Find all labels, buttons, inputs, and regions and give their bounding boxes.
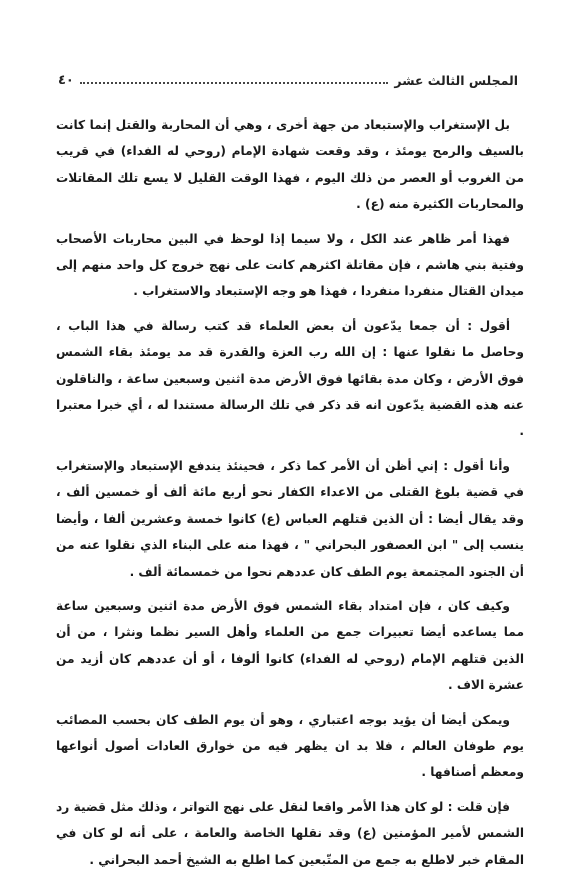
paragraph: أقول : أن جمعا يدّعون أن بعض العلماء قد كتب رسالة في هذا الباب ، وحاصل ما نقلوا عنها : إن الله رب العزة والقدرة قد مد يومئذ بقاء الشمس فوق الأرض ، وكان مدة بقائها فوق الأرض مدة اثنين وسبعين ساعة ، والناقلون عنه هذه القضية يدّعون انه قد ذكر في تلك الرسالة مستندا له ، أي خبرا معتبرا . <box>56 318 524 439</box>
paragraph: وكيف كان ، فإن امتداد بقاء الشمس فوق الأرض مدة اثنين وسبعين ساعة مما يساعده أيضا تعبيرات جمع من العلماء وأهل السير نظما ونثرا ، من أن الذين قتلهم الإمام (روحي له الفداء) كانوا ألوفا ، أو أن عددهم كان أزيد من عشرة الاف . <box>56 598 524 693</box>
dotted-leader <box>80 82 389 84</box>
body-text <box>56 112 524 881</box>
paragraph: ويمكن أيضا أن يؤيد بوجه اعتباري ، وهو أن يوم الطف كان بحسب المصائب يوم طوفان العالم ، فلا بد ان يظهر فيه من خوارق العادات أصول أنواعها ومعظم أصنافها . <box>56 712 524 780</box>
paragraph: بل الإستغراب والإستبعاد من جهة أخرى ، وهي أن المحاربة والقتل إنما كانت بالسيف والرمح يومئذ ، وقد وقعت شهادة الإمام (روحي له الفداء) في قريب من الغروب أو العصر من ذلك اليوم ، فهذا الوقت القليل لا يسع تلك المقاتلات والمحاربات الكثيرة منه (ع) . <box>56 118 524 212</box>
paragraph: وأنا أقول : إني أظن أن الأمر كما ذكر ، فحينئذ يندفع الإستبعاد والإستغراب في قضية بلوغ القتلى من الاعداء الكفار نحو أربع مائة ألف أو خمسين ألف ، وقد يقال أيضا : أن الذين قتلهم العباس (ع) كانوا خمسة وعشرين ألفا ، وأيضا ينسب إلى " ابن العصفور البحراني " ، فهذا منه على البناء الذي نقلوا عنه من أن الجنود المجتمعة يوم الطف كان عددهم نحوا من خمسمائة ألف . <box>56 458 524 579</box>
running-header <box>58 66 518 88</box>
page-number: ٤٠ <box>58 73 74 88</box>
chapter-title: المجلس الثالث عشر <box>394 73 518 88</box>
paragraph: فإن قلت : لو كان هذا الأمر واقعا لنقل على نهج التواتر ، وذلك مثل قضية رد الشمس لأمير المؤمنين (ع) وقد نقلها الخاصة والعامة ، على أنه لو كان في المقام خبر لاطلع به جمع من المتّبعين كما اطلع به الشيخ أحمد البحراني . <box>56 799 524 867</box>
paragraph: فهذا أمر ظاهر عند الكل ، ولا سيما إذا لوحظ في البين محاربات الأصحاب وفتية بني هاشم ، فإن مقاتلة اكثرهم كانت على نهج خروج كل واحد منهم إلى ميدان القتال منفردا منفردا ، فهذا هو وجه الإستبعاد والاستغراب . <box>56 231 524 299</box>
